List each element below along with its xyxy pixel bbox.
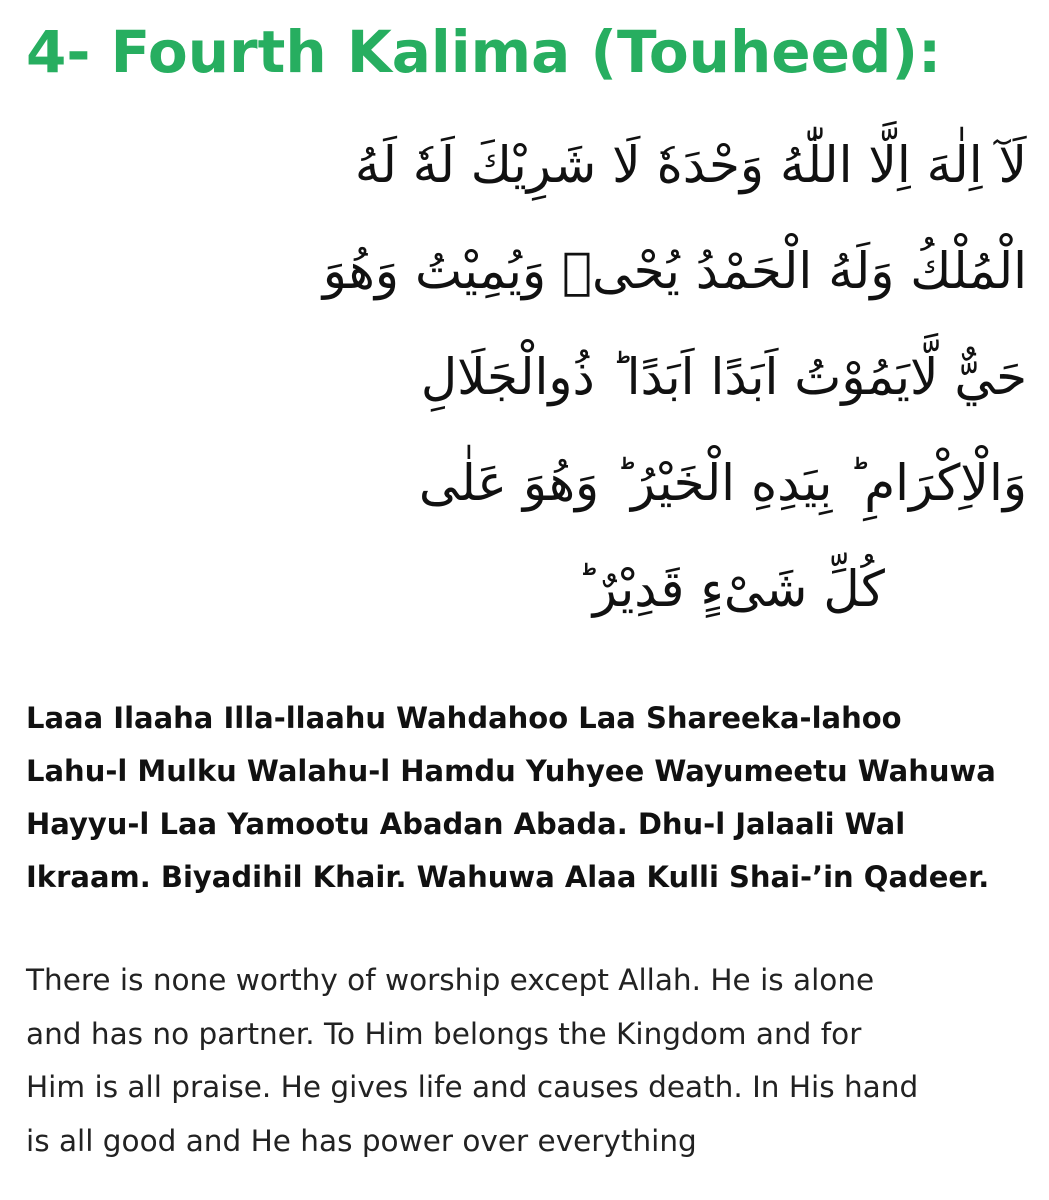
arabic-line-2: الْمُلْكُ وَلَهُ الْحَمْدُ يُحْىٖ وَيُمِيْتُ وَهُوَ [322,242,1027,300]
transliteration-line-4: Ikraam. Biyadihil Khair. Wahuwa Alaa Kulli Shai-’in Qadeer. [26,860,990,894]
transliteration-paragraph [26,692,1031,904]
transliteration-line-1: Laaa Ilaaha Illa-llaahu Wahdahoo Laa Shareeka-lahoo [26,701,902,735]
translation-line-3: Him is all praise. He gives life and causes death. In His hand [26,1070,919,1104]
arabic-line-4: وَالْاِكْرَامِ ؕ بِيَدِهِ الْخَيْرُ ؕ وَهُوَ عَلٰى [418,454,1027,512]
arabic-line-5: كُلِّ شَىْءٍ قَدِيْرٌ ؕ [576,560,885,618]
transliteration-line-3: Hayyu-l Laa Yamootu Abadan Abada. Dhu-l Jalaali Wal [26,807,906,841]
arabic-line-1: لَآ اِلٰهَ اِلَّا اللّٰهُ وَحْدَهٗ لَا شَرِيْكَ لَهٗ لَهُ [354,136,1027,194]
transliteration-line-2: Lahu-l Mulku Walahu-l Hamdu Yuhyee Wayumeetu Wahuwa [26,754,996,788]
arabic-line-3: حَيٌّ لَّايَمُوْتُ اَبَدًا اَبَدًا ؕ ذُوالْجَلَالِ [420,348,1027,406]
translation-paragraph [26,954,1031,1168]
translation-line-2: and has no partner. To Him belongs the Kingdom and for [26,1016,862,1051]
arabic-text-block [322,112,1027,642]
page-title: 4- Fourth Kalima (Touheed): [26,18,942,86]
translation-line-4: is all good and He has power over everything [26,1123,697,1158]
translation-line-1: There is none worthy of worship except Allah. He is alone [26,963,875,997]
